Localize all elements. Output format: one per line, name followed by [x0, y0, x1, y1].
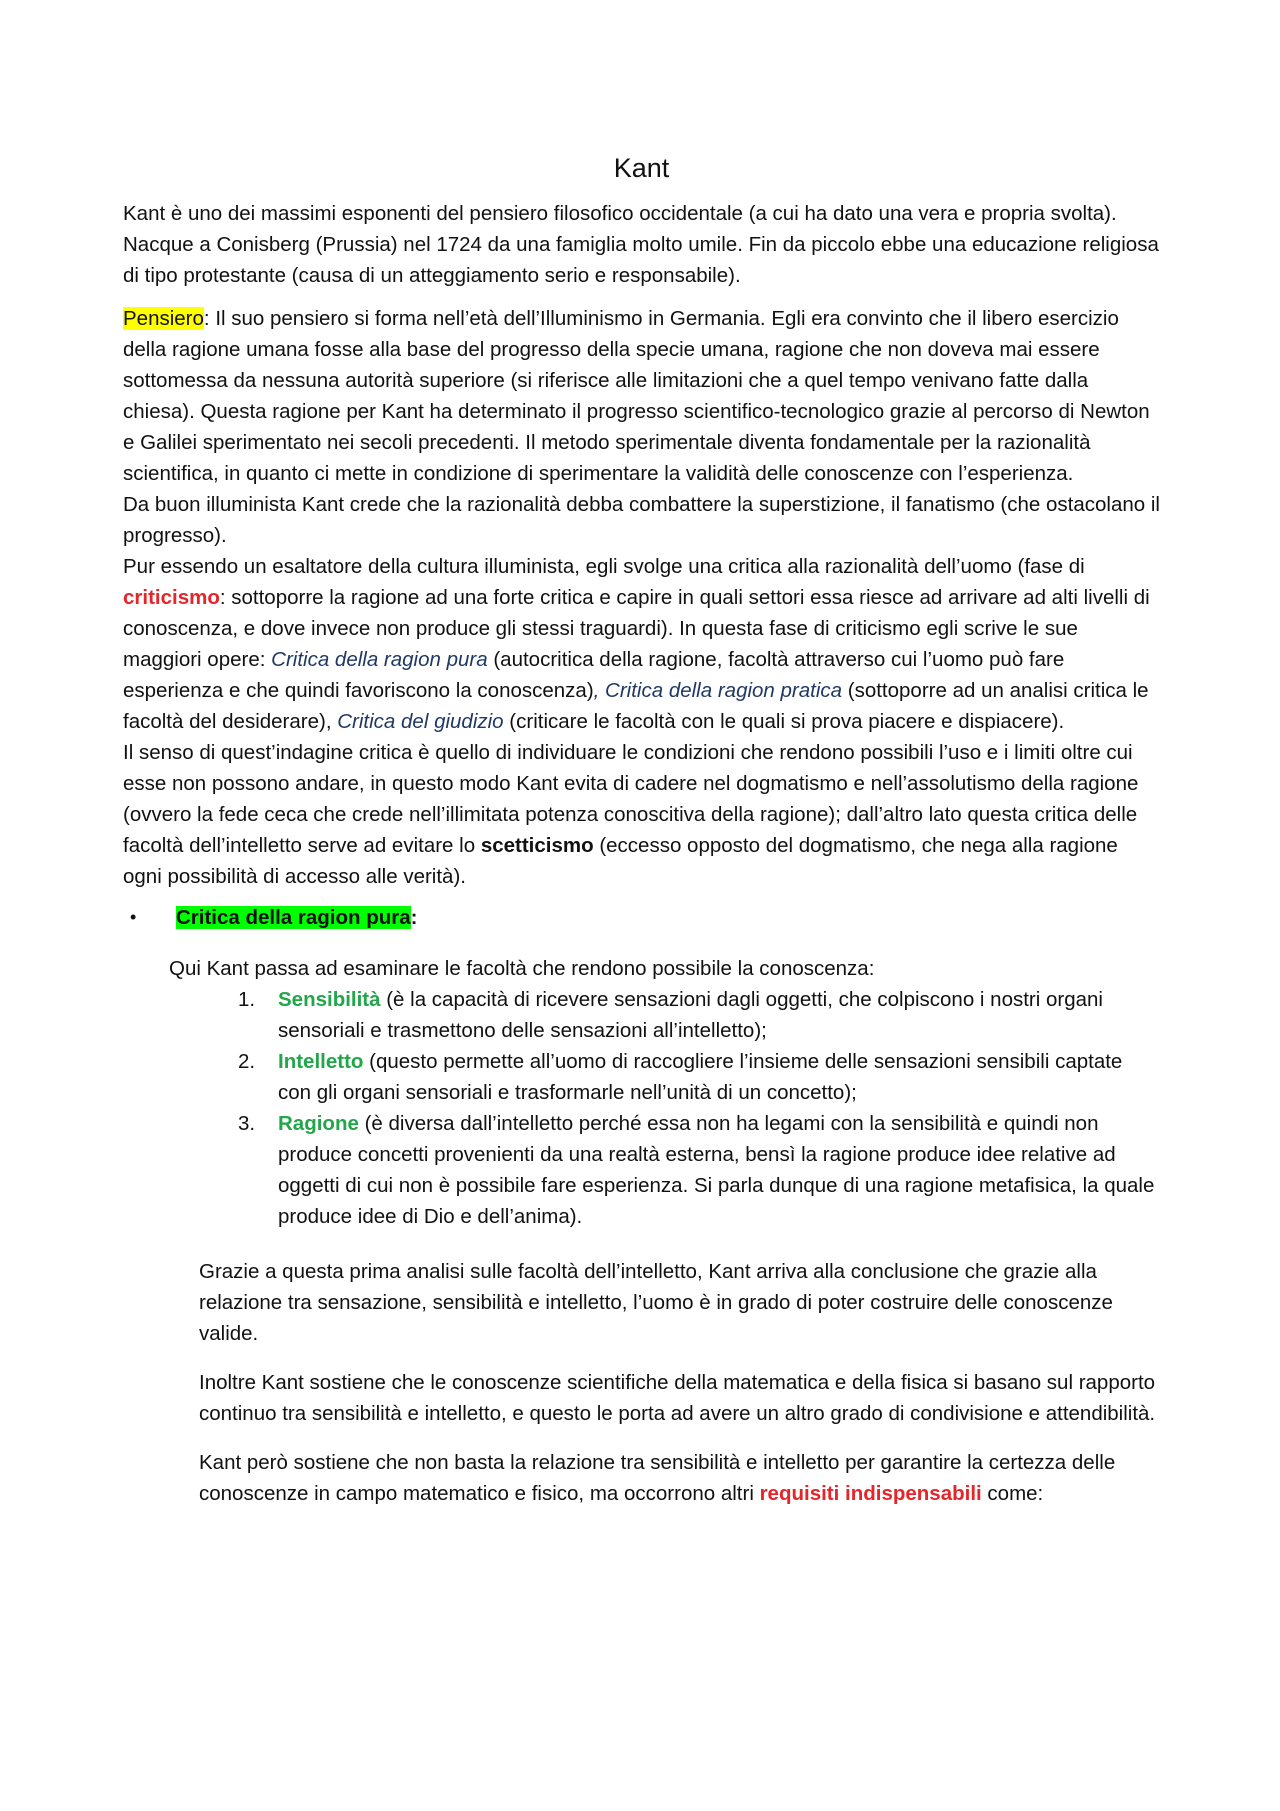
criticismo-text-5: (criticare le facoltà con le quali si prova piacere e dispiacere).	[503, 710, 1065, 733]
list-term: Sensibilità	[278, 988, 381, 1011]
pensiero-paragraph	[123, 303, 1160, 489]
list-item	[238, 1108, 1160, 1232]
list-text: (è la capacità di ricevere sensazioni dagli oggetti, che colpiscono i nostri organi sensoriali e trasmettono delle sensazioni all’intelletto);	[278, 988, 1103, 1042]
list-number: 1.	[238, 988, 256, 1011]
senso-text-2: (eccesso opposto del dogmatismo, che nega alla ragione ogni possibilità di accesso alle verità).	[123, 834, 1118, 888]
section-heading-row	[123, 902, 1160, 933]
criticismo-text-3: (autocritica della ragione, facoltà attraverso cui l’uomo può fare esperienza e che quindi favoriscono la conoscenza)	[123, 648, 1065, 702]
conclusion-text-1: Kant però sostiene che non basta la relazione tra sensibilità e intelletto per garantire la certezza delle conoscenze in campo matematico e fisico, ma occorrono altri	[199, 1451, 1116, 1505]
work-ragion-pratica: , Critica della ragion pratica	[593, 679, 843, 702]
section-heading-label: Critica della ragion pura	[176, 906, 411, 929]
criticismo-text-4: (sottoporre ad un analisi critica le facoltà del desiderare),	[123, 679, 1149, 733]
section-heading	[176, 902, 418, 933]
conclusion-text-2: come:	[981, 1482, 1044, 1505]
intro-paragraph-2: Nacque a Conisberg (Prussia) nel 1724 da una famiglia molto umile. Fin da piccolo ebbe una educazione religiosa di tipo protestante (causa di un atteggiamento serio e responsabile).	[123, 233, 1159, 287]
conclusion-paragraph-3	[123, 1447, 1160, 1509]
work-ragion-pura: Critica della ragion pura	[271, 648, 488, 671]
list-number: 2.	[238, 1050, 256, 1073]
requisiti-term: requisiti indispensabili	[759, 1482, 982, 1505]
section-intro: Qui Kant passa ad esaminare le facoltà che rendono possibile la conoscenza:	[169, 957, 875, 980]
illuminista-paragraph: Da buon illuminista Kant crede che la razionalità debba combattere la superstizione, il fanatismo (che ostacolano il progresso).	[123, 493, 1160, 547]
criticismo-text-1: Pur essendo un esaltatore della cultura illuminista, egli svolge una critica alla razionalità dell’uomo (fase di	[123, 555, 1085, 578]
conclusion-paragraph-1: Grazie a questa prima analisi sulle facoltà dell’intelletto, Kant arriva alla conclusione che grazie alla relazione tra sensazione, sensibilità e intelletto, l’uomo è in grado di poter costruire delle conoscenze valide.	[199, 1260, 1113, 1345]
list-text: (è diversa dall’intelletto perché essa non ha legami con la sensibilità e quindi non produce concetti provenienti da una realtà esterna, bensì la ragione produce idee relative ad oggetti di cui non è possibile fare esperienza. Si parla dunque di una ragione metafisica, la quale produce idee di Dio e dell’anima).	[278, 1112, 1155, 1228]
list-text: (questo permette all’uomo di raccogliere l’insieme delle sensazioni sensibili captate con gli organi sensoriali e trasformarle nell’unità di un concetto);	[278, 1050, 1123, 1104]
criticismo-paragraph	[123, 551, 1160, 737]
list-term: Ragione	[278, 1112, 359, 1135]
criticismo-text-2: : sottoporre la ragione ad una forte critica e capire in quali settori essa riesce ad arrivare ad alti livelli di conoscenza, e dove invece non produce gli stessi traguardi). In questa fase di criticismo egli scrive le sue maggiori opere:	[123, 586, 1150, 671]
list-item	[238, 984, 1160, 1046]
criticismo-term: criticismo	[123, 586, 220, 609]
work-giudizio: Critica del giudizio	[337, 710, 504, 733]
pensiero-label: Pensiero	[123, 307, 204, 330]
section-heading-colon: :	[410, 906, 418, 929]
intro-paragraph-1: Kant è uno dei massimi esponenti del pensiero filosofico occidentale (a cui ha dato una vera e propria svolta).	[123, 202, 1117, 225]
scetticismo-term: scetticismo	[480, 834, 594, 857]
pensiero-text: : Il suo pensiero si forma nell’età dell’Illuminismo in Germania. Egli era convinto che il libero esercizio della ragione umana fosse alla base del progresso della specie umana, ragione che non doveva mai essere sottomessa da nessuna autorità superiore (si riferisce alle limitazioni che a quel tempo venivano fatte dalla chiesa). Questa ragione per Kant ha determinato il progresso scientifico-tecnologico grazie al percorso di Newton e Galilei sperimentato nei secoli precedenti. Il metodo sperimentale diventa fondamentale per la razionalità scientifica, in quanto ci mette in condizione di sperimentare la validità delle conoscenze con l’esperienza.	[123, 307, 1150, 485]
list-term: Intelletto	[278, 1050, 364, 1073]
senso-paragraph	[123, 737, 1160, 892]
conclusion-paragraph-2: Inoltre Kant sostiene che le conoscenze scientifiche della matematica e della fisica si basano sul rapporto continuo tra sensibilità e intelletto, e questo le porta ad avere un altro grado di condivisione e attendibilità.	[199, 1371, 1156, 1425]
list-item	[238, 1046, 1160, 1108]
faculty-list	[123, 984, 1160, 1232]
senso-text-1: Il senso di quest’indagine critica è quello di individuare le condizioni che rendono possibili l’uso e i limiti oltre cui esse non possono andare, in questo modo Kant evita di cadere nel dogmatismo e nell’assolutismo della ragione (ovvero la fede ceca che crede nell’illimitata potenza conoscitiva della ragione); dall’altro lato questa critica delle facoltà dell’intelletto serve ad evitare lo	[123, 741, 1139, 857]
page-title: Kant	[613, 153, 670, 183]
bullet-icon: •	[130, 907, 137, 927]
list-number: 3.	[238, 1112, 256, 1135]
